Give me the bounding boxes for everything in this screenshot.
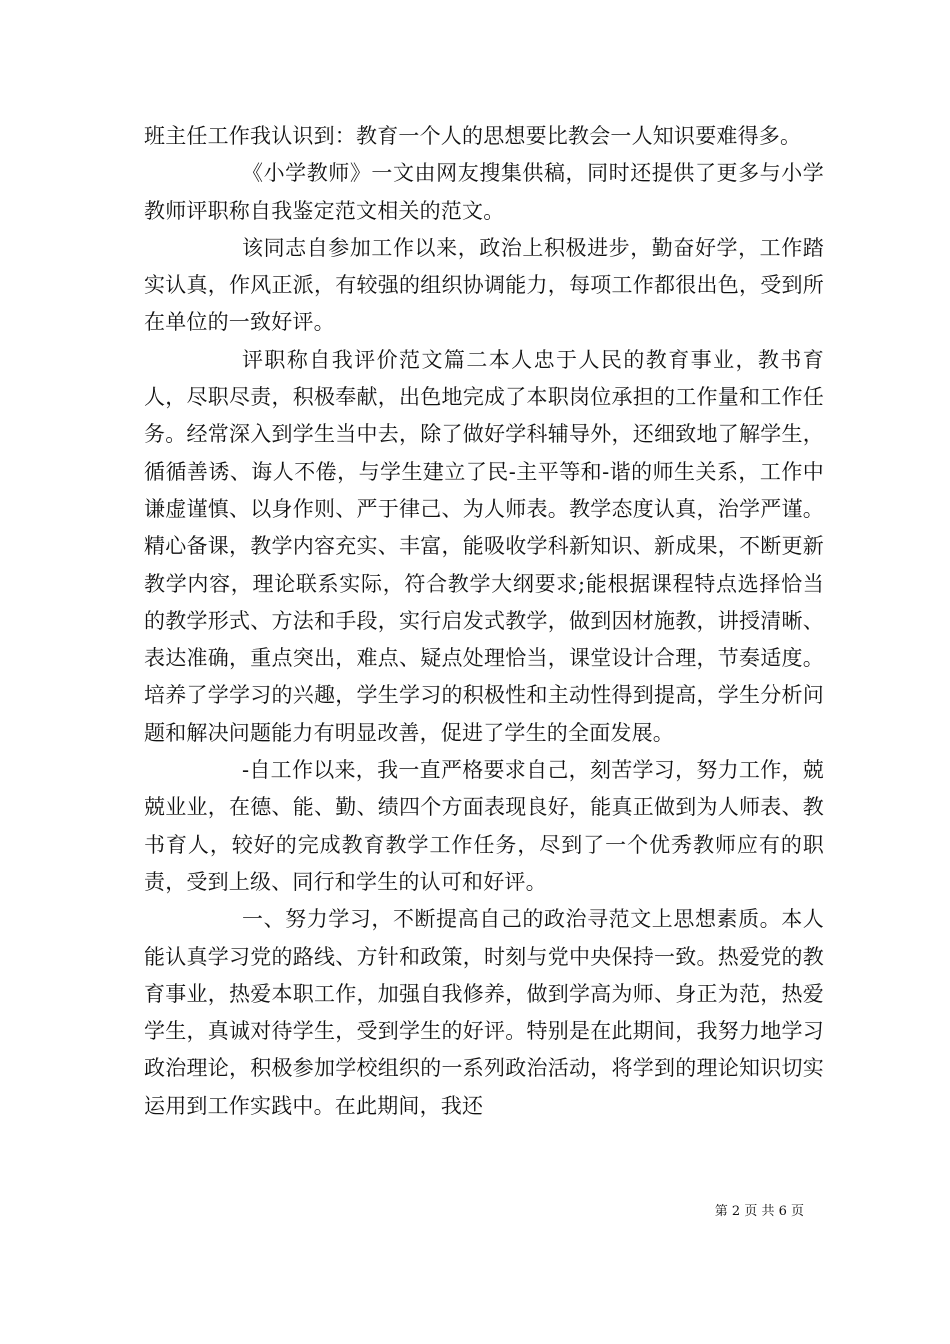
page-number: 第 2 页 共 6 页 [714,1204,804,1219]
paragraph: -自工作以来，我一直严格要求自己，刻苦学习，努力工作，兢兢业业，在德、能、勤、绩四个方面表现良好，能真正做到为人师表、教书育人，较好的完成教育教学工作任务，尽到了一个优秀教师应有的职责，受到上级、同行和学生的认可和好评。 [144,758,824,894]
document-body [144,118,824,1125]
paragraph: 该同志自参加工作以来，政治上积极进步，勤奋好学，工作踏实认真，作风正派，有较强的组织协调能力，每项工作都很出色，受到所在单位的一致好评。 [144,235,824,335]
paragraph: 一、努力学习，不断提高自己的政治寻范文上思想素质。本人能认真学习党的路线、方针和政策，时刻与党中央保持一致。热爱党的教育事业，热爱本职工作，加强自我修养，做到学高为师、身正为范，热爱学生，真诚对待学生，受到学生的好评。特别是在此期间，我努力地学习政治理论，积极参加学校组织的一系列政治活动，将学到的理论知识切实运用到工作实践中。在此期间，我还 [144,907,824,1118]
paragraph: 《小学教师》一文由网友搜集供稿，同时还提供了更多与小学教师评职称自我鉴定范文相关的范文。 [144,161,824,223]
paragraph: 班主任工作我认识到：教育一个人的思想要比教会一人知识要难得多。 [144,124,802,148]
paragraph: 评职称自我评价范文篇二本人忠于人民的教育事业，教书育人，尽职尽责，积极奉献，出色地完成了本职岗位承担的工作量和工作任务。经常深入到学生当中去，除了做好学科辅导外，还细致地了解学生，循循善诱、诲人不倦，与学生建立了民-主平等和-谐的师生关系，工作中谦虚谨慎、以身作则、严于律己、为人师表。教学态度认真，治学严谨。精心备课，教学内容充实、丰富，能吸收学科新知识、新成果，不断更新教学内容，理论联系实际，符合教学大纲要求;能根据课程特点选择恰当的教学形式、方法和手段，实行启发式教学，做到因材施教，讲授清晰、表达准确，重点突出，难点、疑点处理恰当，课堂设计合理，节奏适度。培养了学学习的兴趣，学生学习的积极性和主动性得到提高，学生分析问题和解决问题能力有明显改善，促进了学生的全面发展。 [144,347,824,745]
